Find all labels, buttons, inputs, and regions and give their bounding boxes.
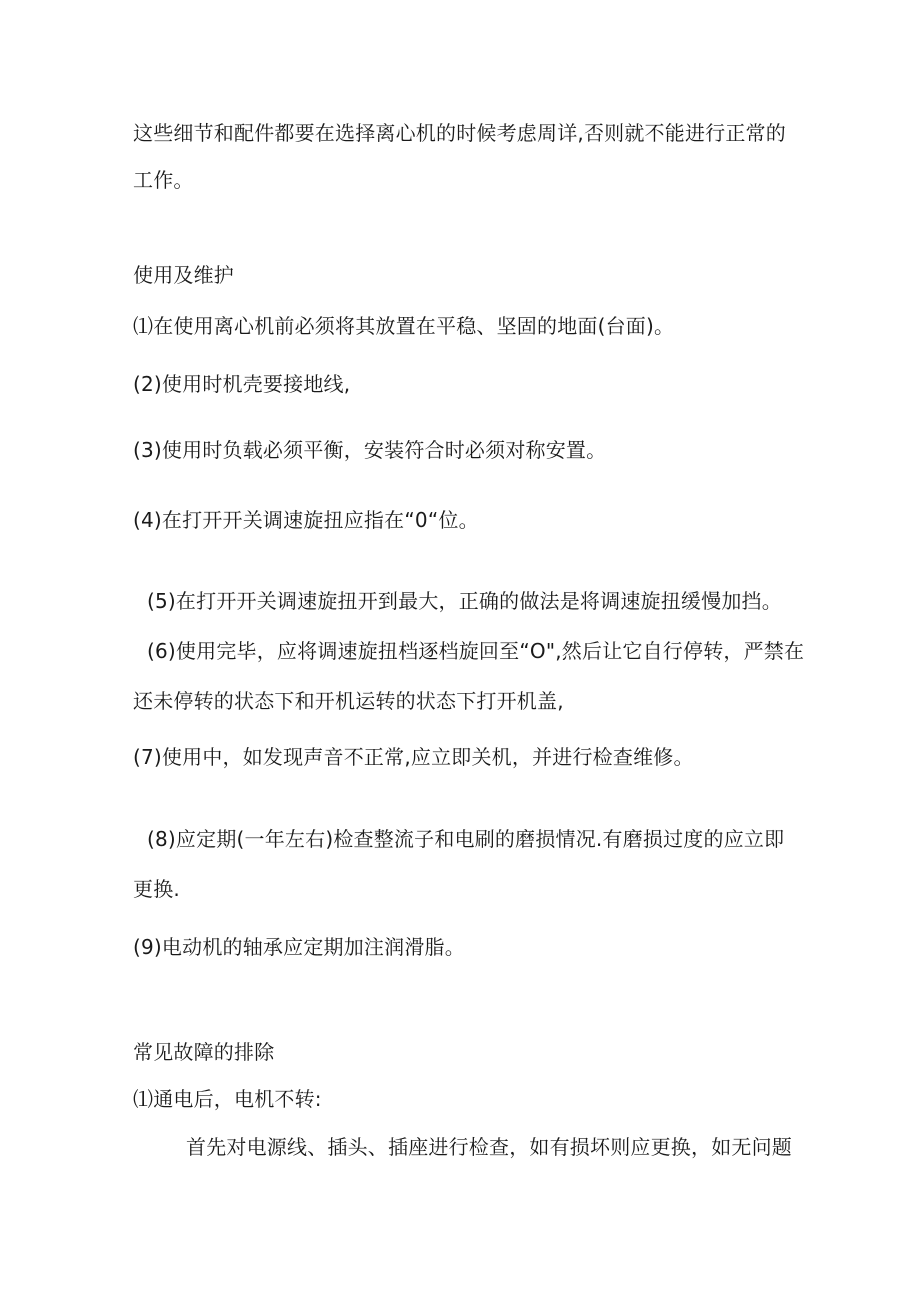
section-heading-troubleshooting: 常见故障的排除: [133, 1040, 275, 1064]
list-item-6: (6)使用完毕，应将调速旋扭档逐档旋回至“O",然后让它自行停转，严禁在: [147, 639, 805, 663]
paragraph-line-intro: 这些细节和配件都要在选择离心机的时候考虑周详,否则就不能进行正常的: [133, 121, 786, 145]
list-item-4: (4)在打开开关调速旋扭应指在“0“位。: [133, 508, 479, 532]
paragraph-line-intro-cont: 工作。: [133, 168, 194, 192]
list-item-5: (5)在打开开关调速旋扭开到最大，正确的做法是将调速旋扭缓慢加挡。: [147, 589, 782, 613]
list-item-3: (3)使用时负载必须平衡，安装符合时必须对称安置。: [133, 438, 607, 462]
section-heading-usage: 使用及维护: [133, 263, 234, 287]
list-item-6-cont: 还未停转的状态下和开机运转的状态下打开机盖,: [133, 689, 564, 713]
list-item-8: (8)应定期(一年左右)检查整流子和电刷的磨损情况.有磨损过度的应立即: [147, 827, 785, 851]
list-item-2: (2)使用时机壳要接地线,: [133, 372, 351, 396]
list-item-1: ⑴在使用离心机前必须将其放置在平稳、坚固的地面(台面)。: [133, 314, 675, 338]
fault-item-1: ⑴通电后，电机不转:: [133, 1087, 322, 1111]
list-item-8-cont: 更换.: [133, 877, 180, 901]
fault-item-1-description: 首先对电源线、插头、插座进行检查，如有损坏则应更换，如无问题: [186, 1135, 792, 1159]
list-item-9: (9)电动机的轴承应定期加注润滑脂。: [133, 935, 465, 959]
list-item-7: (7)使用中，如发现声音不正常,应立即关机，并进行检查维修。: [133, 745, 694, 769]
